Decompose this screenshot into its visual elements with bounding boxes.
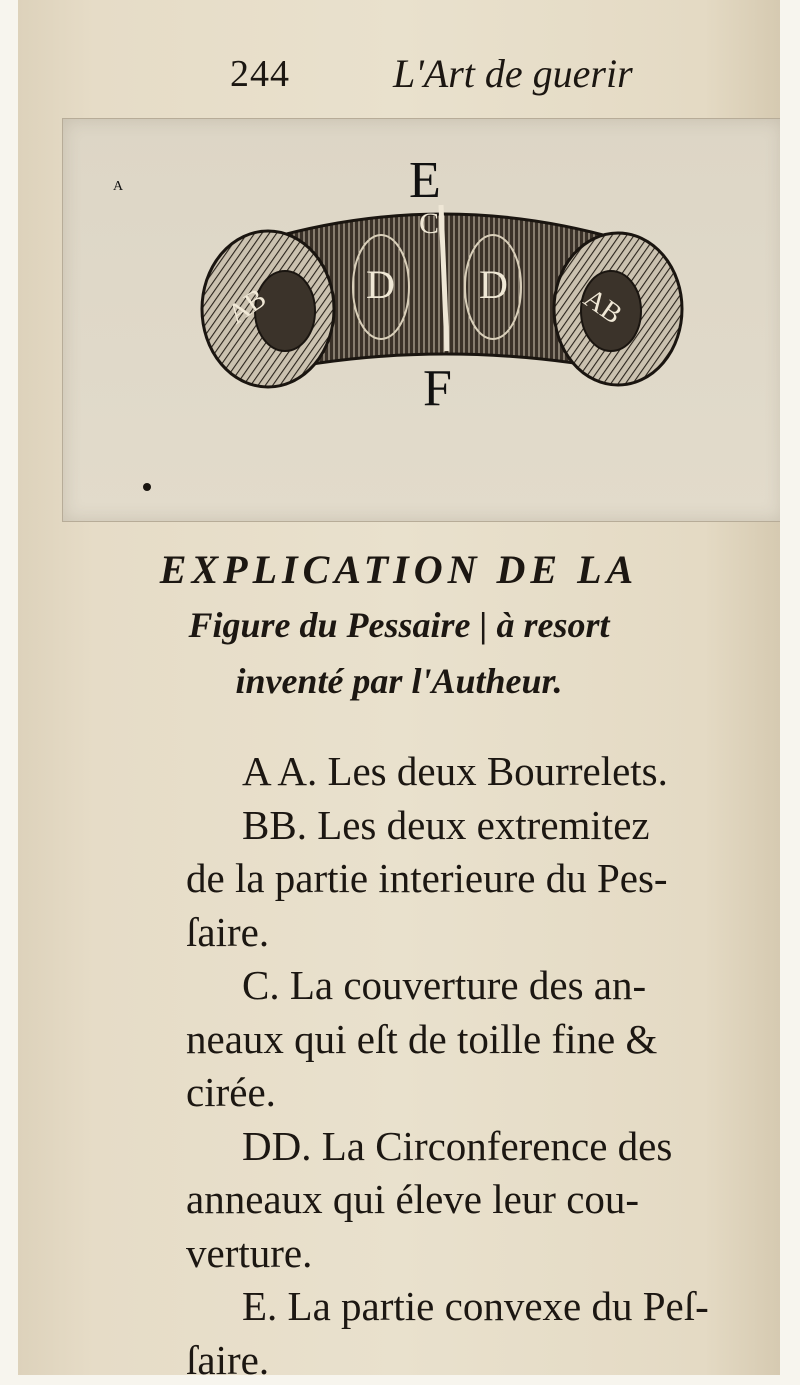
caption-title: EXPLICATION DE LA (159, 547, 639, 592)
legend-line: ſaire. (186, 1336, 270, 1375)
caption-line-2: Figure du Pessaire | à resort (188, 605, 610, 645)
legend-line: C. La couverture des an- (242, 962, 647, 1008)
page-number: 244 (230, 53, 290, 95)
legend-entry-bb (186, 799, 758, 960)
figure-corner-mark: A (113, 179, 124, 194)
legend-entry-dd (186, 1120, 758, 1281)
figure-label-f: F (423, 360, 452, 417)
legend-line: ſaire. (186, 908, 270, 955)
legend-line: BB. Les deux extremitez (242, 801, 650, 848)
figure-label-ab-left: AB (222, 282, 272, 331)
legend-line: anneaux qui éleve leur cou- (186, 1176, 640, 1222)
figure-label-e: E (409, 152, 441, 209)
legend-line: E. La partie convexe du Peſ- (242, 1283, 709, 1329)
legend-line: verture. (186, 1229, 313, 1276)
plate-dot (143, 483, 151, 491)
legend-line: de la partie interieure du Pes- (186, 855, 668, 901)
engraved-plate (62, 118, 780, 522)
figure-label-d-right: D (479, 262, 508, 307)
running-head: L'Art de guerir (393, 51, 633, 96)
caption-line-3: inventé par l'Autheur. (235, 661, 563, 701)
legend-entry-e (186, 1280, 758, 1375)
legend-line: cirée. (186, 1069, 276, 1115)
page-header (18, 44, 780, 104)
legend-line: A A. Les deux Bourrelets. (242, 748, 668, 794)
figure-label-ab-right: AB (577, 282, 628, 331)
legend-line: DD. La Circonference des (242, 1122, 673, 1169)
legend-line: neaux qui eſt de toille fine & (186, 1015, 658, 1062)
figure-label-c: C (419, 207, 440, 240)
book-page (18, 0, 780, 1375)
figure-label-d-left: D (366, 262, 395, 307)
legend-entry-c (186, 959, 758, 1120)
legend-entry-aa (186, 745, 758, 799)
legend-text (186, 745, 758, 1375)
